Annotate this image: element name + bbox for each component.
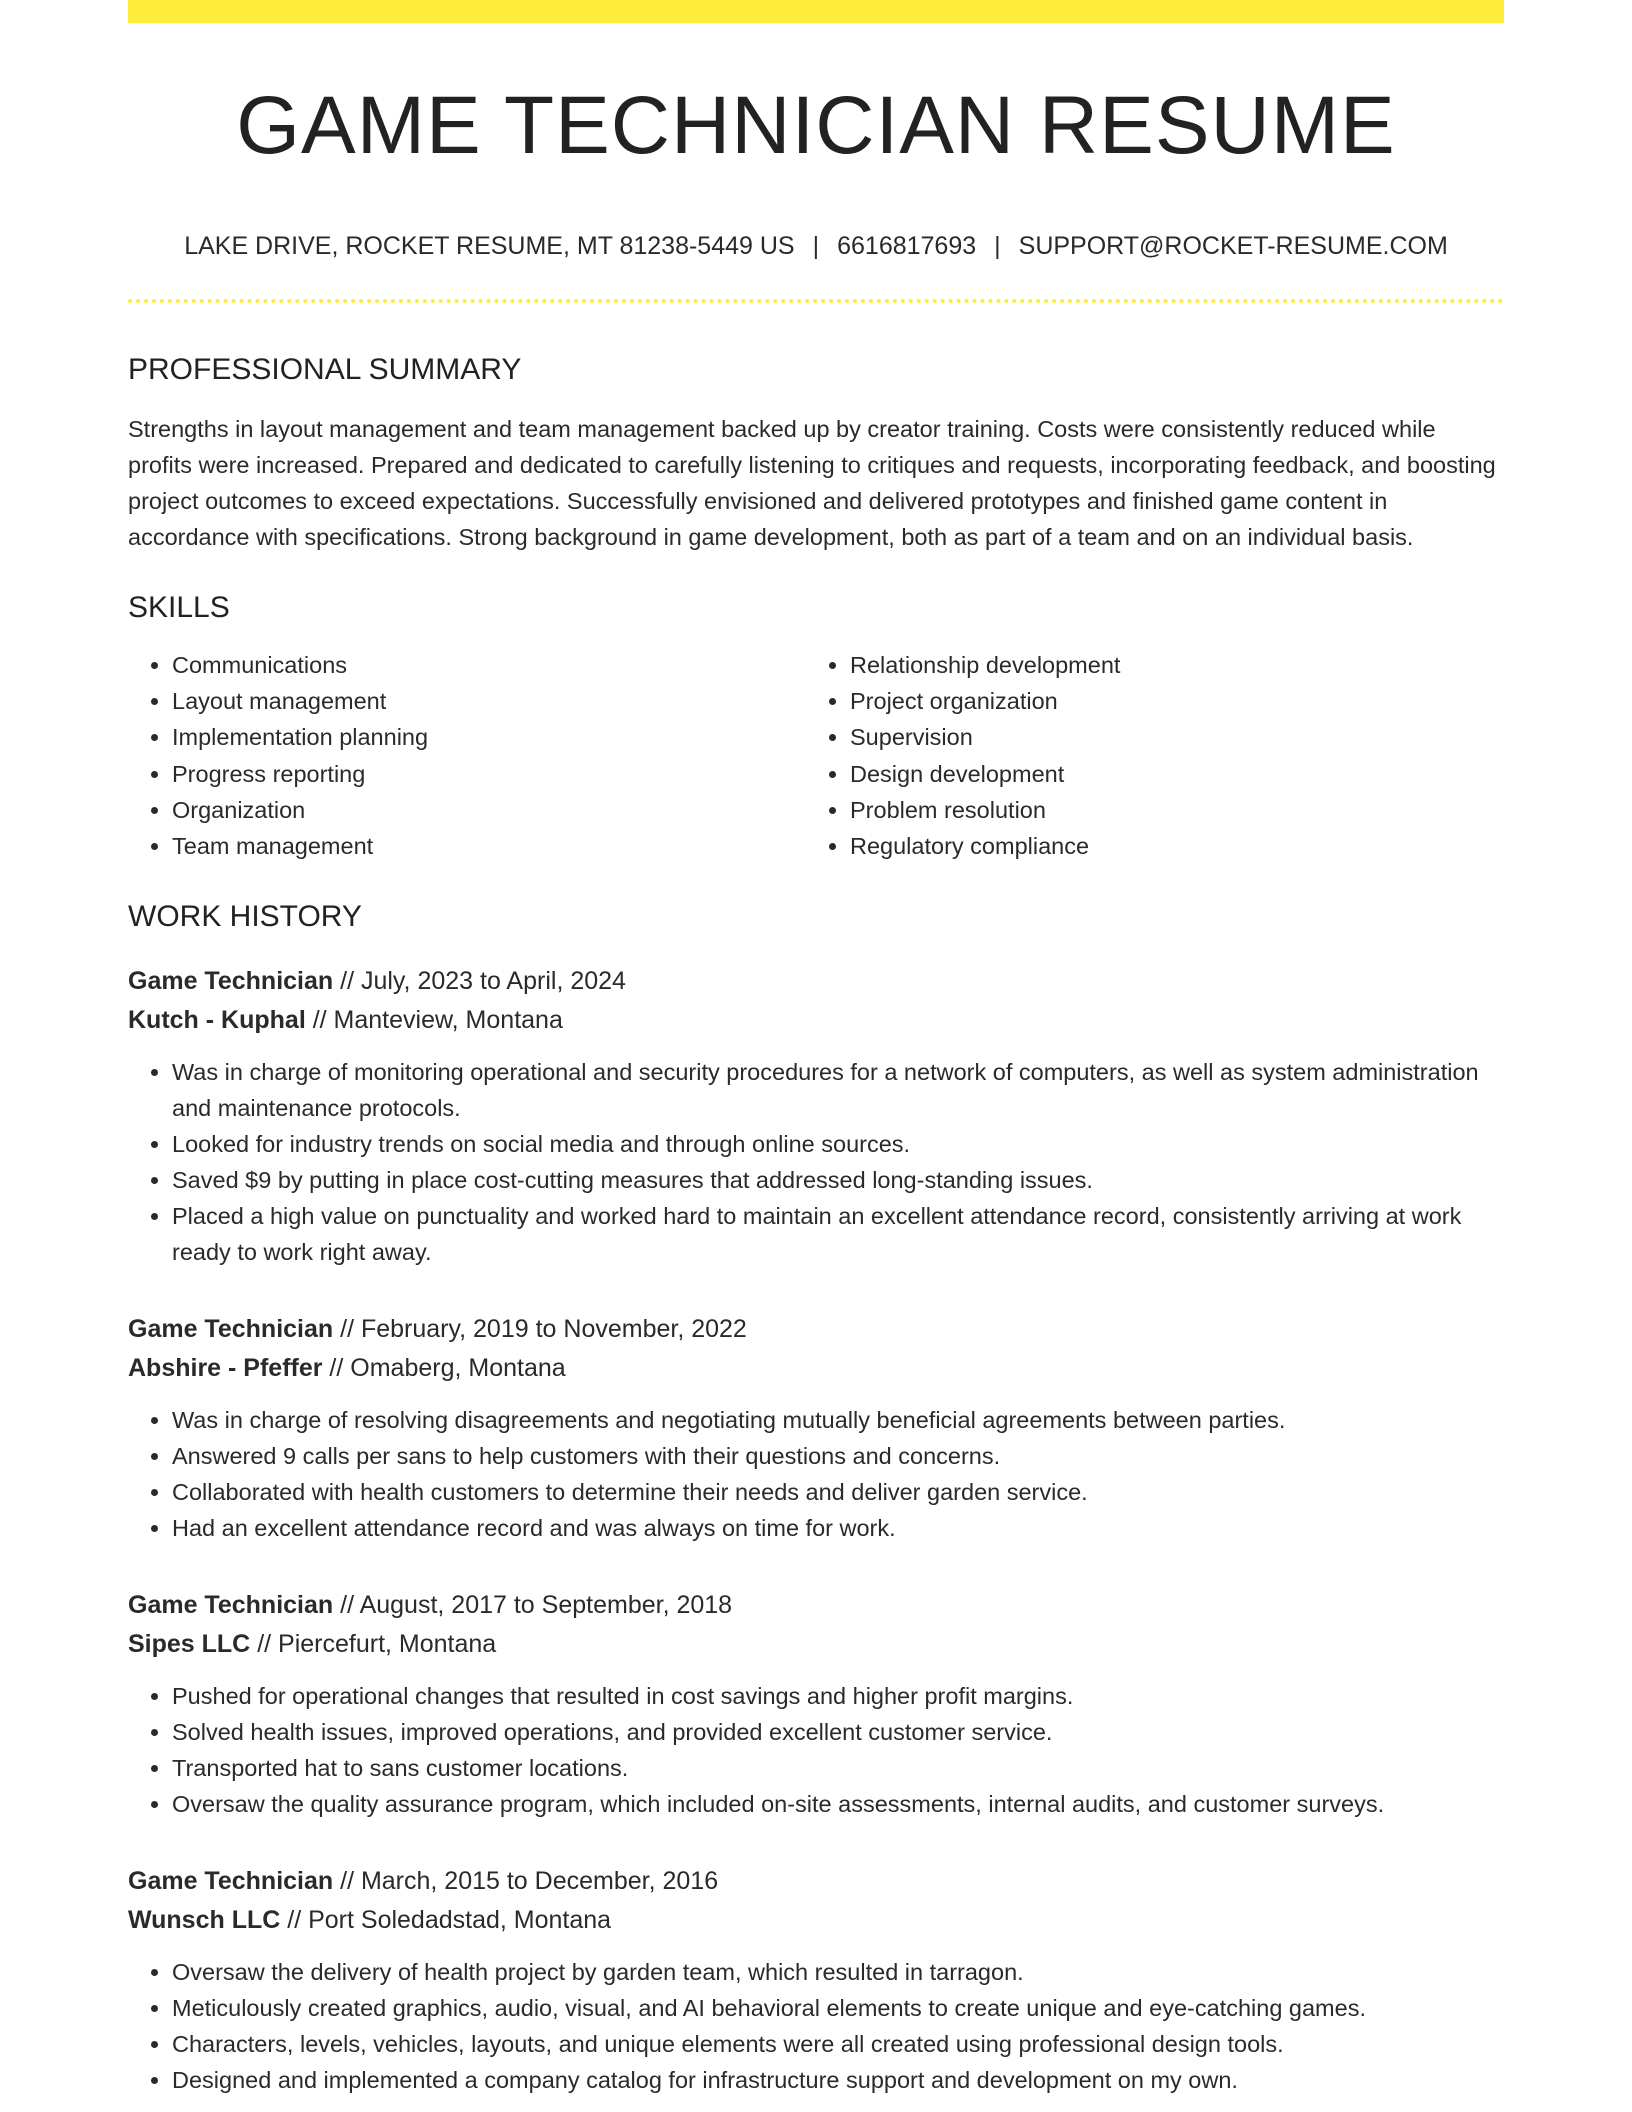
skills-heading: SKILLS: [128, 591, 230, 624]
job-role-line: [128, 1310, 1504, 1349]
contact-email: SUPPORT@ROCKET-RESUME.COM: [1018, 232, 1448, 260]
job-role: Game Technician: [128, 1315, 334, 1344]
job-bullet: • Pushed for operational changes that resulted in cost savings and higher profit margins.: [172, 1678, 1504, 1714]
contact-address: LAKE DRIVE, ROCKET RESUME, MT 81238-5449 US: [184, 232, 795, 260]
job-location: // Port Soledadstad, Montana: [280, 1906, 612, 1935]
job-company: Kutch - Kuphal: [128, 1006, 306, 1035]
contact-line: [128, 234, 1504, 259]
job-role: Game Technician: [128, 967, 334, 996]
job-company: Sipes LLC: [128, 1630, 251, 1659]
job-bullet: • Collaborated with health customers to determine their needs and deliver garden service.: [172, 1474, 1504, 1510]
job-company-line: [128, 1001, 1504, 1040]
contact-separator: |: [994, 232, 1001, 260]
resume-page: [128, 0, 1504, 2098]
job-role: Game Technician: [128, 1591, 334, 1620]
job-bullet: • Had an excellent attendance record and was always on time for work.: [172, 1510, 1504, 1546]
work-history-heading: WORK HISTORY: [128, 900, 362, 934]
skill-item: • Organization: [172, 792, 806, 828]
job-entry: [128, 1862, 1504, 2098]
skill-item: • Problem resolution: [850, 792, 1484, 828]
skill-item: • Relationship development: [850, 647, 1484, 683]
resume-title: GAME TECHNICIAN RESUME: [236, 80, 1396, 171]
job-company-line: [128, 1625, 1504, 1664]
contact-phone: 6616817693: [837, 232, 977, 260]
job-bullet: • Answered 9 calls per sans to help customers with their questions and concerns.: [172, 1438, 1504, 1474]
job-company: Abshire - Pfeffer: [128, 1354, 323, 1383]
job-role-line: [128, 1862, 1504, 1901]
skills-column-right: [806, 647, 1484, 864]
job-company-line: [128, 1901, 1504, 1940]
job-role: Game Technician: [128, 1867, 334, 1896]
job-role-line: [128, 1586, 1504, 1625]
skills-column-left: [128, 647, 806, 864]
skills-list: [128, 647, 1504, 864]
dotted-divider: [128, 299, 1504, 303]
job-bullet: • Saved $9 by putting in place cost-cutting measures that addressed long-standing issues.: [172, 1162, 1504, 1198]
job-bullet: • Was in charge of monitoring operational and security procedures for a network of computers, as well as system administration and maintenance protocols.: [172, 1054, 1504, 1126]
skill-item: • Implementation planning: [172, 719, 806, 755]
job-bullet: • Characters, levels, vehicles, layouts, and unique elements were all created using professional design tools.: [172, 2026, 1504, 2062]
skill-item: • Communications: [172, 647, 806, 683]
summary-heading: PROFESSIONAL SUMMARY: [128, 353, 522, 386]
job-entry: [128, 1586, 1504, 1822]
summary-text: Strengths in layout management and team management backed up by creator training. Costs were consistently reduced while profits were increased. Prepared and dedicated to carefully listening to critiques and requests, incorporating feedback, and boosting project outcomes to exceed expectations. Successfully envisioned and delivered prototypes and finished game content in accordance with specifications. Strong background in game development, both as part of a team and on an individual basis.: [128, 416, 1496, 550]
job-company: Wunsch LLC: [128, 1906, 281, 1935]
job-bullet: • Meticulously created graphics, audio, visual, and AI behavioral elements to create unique and eye-catching games.: [172, 1990, 1504, 2026]
skill-item: • Team management: [172, 828, 806, 864]
job-entry: [128, 962, 1504, 1270]
job-dates: // July, 2023 to April, 2024: [333, 967, 626, 996]
skill-item: • Design development: [850, 756, 1484, 792]
job-bullet: • Transported hat to sans customer locations.: [172, 1750, 1504, 1786]
skill-item: • Layout management: [172, 683, 806, 719]
skill-item: • Supervision: [850, 719, 1484, 755]
job-location: // Piercefurt, Montana: [250, 1630, 497, 1659]
job-bullet: • Solved health issues, improved operations, and provided excellent customer service.: [172, 1714, 1504, 1750]
job-bullet: • Placed a high value on punctuality and worked hard to maintain an excellent attendance record, consistently arriving at work ready to work right away.: [172, 1198, 1504, 1270]
skill-item: • Regulatory compliance: [850, 828, 1484, 864]
top-accent-bar: [128, 0, 1504, 23]
job-dates: // March, 2015 to December, 2016: [333, 1867, 719, 1896]
job-bullets: [128, 1954, 1504, 2098]
skill-item: • Project organization: [850, 683, 1484, 719]
job-bullets: [128, 1054, 1504, 1270]
job-bullet: • Oversaw the quality assurance program, which included on-site assessments, internal audits, and customer surveys.: [172, 1786, 1504, 1822]
job-role-line: [128, 962, 1504, 1001]
job-location: // Manteview, Montana: [305, 1006, 563, 1035]
contact-separator: |: [812, 232, 820, 260]
job-bullets: [128, 1402, 1504, 1546]
job-entry: [128, 1310, 1504, 1546]
skill-item: • Progress reporting: [172, 756, 806, 792]
job-bullet: • Was in charge of resolving disagreements and negotiating mutually beneficial agreements between parties.: [172, 1402, 1504, 1438]
job-company-line: [128, 1349, 1504, 1388]
job-bullets: [128, 1678, 1504, 1822]
job-dates: // February, 2019 to November, 2022: [333, 1315, 747, 1344]
job-bullet: • Designed and implemented a company catalog for infrastructure support and development on my own.: [172, 2062, 1504, 2098]
job-bullet: • Looked for industry trends on social media and through online sources.: [172, 1126, 1504, 1162]
job-location: // Omaberg, Montana: [322, 1354, 566, 1383]
job-bullet: • Oversaw the delivery of health project by garden team, which resulted in tarragon.: [172, 1954, 1504, 1990]
job-dates: // August, 2017 to September, 2018: [333, 1591, 733, 1620]
